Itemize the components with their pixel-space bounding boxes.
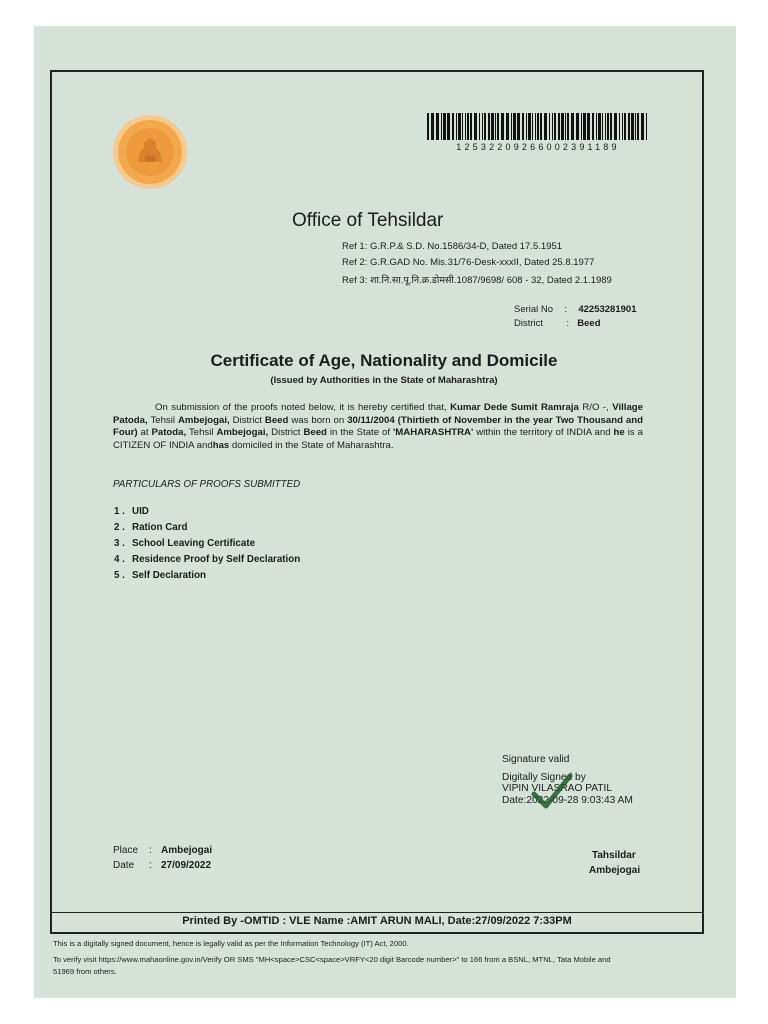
barcode-bar xyxy=(456,113,457,140)
proof-item: 4 . Residence Proof by Self Declaration xyxy=(114,554,301,565)
barcode-bar xyxy=(458,113,461,140)
barcode-bar xyxy=(567,113,569,140)
barcode-bar xyxy=(501,113,504,140)
barcode-bar xyxy=(628,113,630,140)
barcode-bar xyxy=(513,113,516,140)
barcode-bar xyxy=(452,113,454,140)
barcode-bar xyxy=(535,113,536,140)
barcode-bar xyxy=(561,113,564,140)
barcode-bar xyxy=(540,113,542,140)
barcode-bar xyxy=(491,113,494,140)
barcode-bar xyxy=(635,113,636,140)
barcode-bar xyxy=(447,113,450,140)
tahsildar-title: Tahsildar xyxy=(592,850,636,861)
barcode-bar xyxy=(619,113,620,140)
barcode-bar xyxy=(565,113,566,140)
barcode-bar xyxy=(602,113,603,140)
verify-note-cont: 51969 from others. xyxy=(53,967,117,976)
barcode-bar xyxy=(624,113,626,140)
office-title: Office of Tehsildar xyxy=(292,210,444,231)
barcode-bar xyxy=(462,113,463,140)
reference-2: Ref 2: G.R.GAD No. Mis.31/76-Desk-xxxII, Dated 25.8.1977 xyxy=(342,257,595,268)
applicant-name: Kumar Dede Sumit Ramraja xyxy=(450,402,579,413)
barcode-bar xyxy=(537,113,539,140)
serial-value: 42253281901 xyxy=(578,304,637,315)
proof-item: 5 . Self Declaration xyxy=(114,570,207,581)
barcode-bar xyxy=(631,113,634,140)
serial-label: Serial No xyxy=(514,304,554,315)
proof-item: 1 . UID xyxy=(114,506,149,517)
barcode-bar xyxy=(581,113,582,140)
barcode-bar xyxy=(605,113,606,140)
barcode-bar xyxy=(474,113,477,140)
verify-note: To verify visit https://www.mahaonline.gov.in/Verify OR SMS "MH<space>CSC<space>VRFY<20 digit Barcode number>" to 166 from a BSNL, MTNL, Tata Mobile and xyxy=(53,955,611,964)
barcode-bar xyxy=(532,113,533,140)
barcode-bar xyxy=(488,113,490,140)
barcode-bar xyxy=(436,113,439,140)
place-row: Place : Ambejogai xyxy=(113,845,213,856)
district-row: District : Beed xyxy=(514,318,601,329)
printed-by-line: Printed By -OMTID : VLE Name :AMIT ARUN MALI, Date:27/09/2022 7:33PM xyxy=(52,912,702,927)
barcode-bar xyxy=(526,113,527,140)
district-value: Beed xyxy=(577,318,601,329)
date-of-birth: 30/11/2004 (Thirtieth of November in the year Two Thousand and Four) xyxy=(113,414,643,439)
barcode-bar xyxy=(576,113,579,140)
barcode-bar xyxy=(610,113,612,140)
barcode-bar xyxy=(482,113,483,140)
barcode-bar xyxy=(506,113,509,140)
barcode-bar xyxy=(517,113,520,140)
date-row: Date : 27/09/2022 xyxy=(113,860,212,871)
barcode-bar xyxy=(470,113,472,140)
barcode-bar xyxy=(583,113,586,140)
signature-check-icon xyxy=(530,772,574,812)
place-value: Ambejogai xyxy=(161,845,213,856)
signer-name: VIPIN VILASRAO PATIL xyxy=(502,783,613,794)
district-label: District xyxy=(514,318,544,329)
barcode-bar xyxy=(467,113,469,140)
barcode-number: 12532209266002391189 xyxy=(456,142,620,152)
barcode-bar xyxy=(427,113,429,140)
barcode-bar xyxy=(479,113,480,140)
barcode-bar xyxy=(607,113,609,140)
barcode-bar xyxy=(571,113,574,140)
proofs-heading: PARTICULARS OF PROOFS SUBMITTED xyxy=(113,479,301,490)
barcode-bar xyxy=(484,113,486,140)
barcode-bar xyxy=(592,113,594,140)
barcode-bar xyxy=(431,113,434,140)
barcode-bar xyxy=(465,113,466,140)
barcode-bar xyxy=(544,113,547,140)
barcode-bar xyxy=(552,113,553,140)
certificate-title: Certificate of Age, Nationality and Domicile xyxy=(210,351,558,370)
proof-item: 2 . Ration Card xyxy=(114,522,188,533)
barcode-bar xyxy=(549,113,550,140)
barcode-bar xyxy=(596,113,597,140)
barcode-bar xyxy=(641,113,644,140)
barcode-bar xyxy=(614,113,617,140)
barcode-bar xyxy=(558,113,560,140)
barcode-bar xyxy=(443,113,446,140)
certification-paragraph: On submission of the proofs noted below, it is hereby certified that, Kumar Dede Sumit Ramraja R/O -, Village Patoda, Tehsil Ambejogai, District Beed was born on 30/11/2004 (Thirtieth of November in the year Two Thousand and Four) at Patoda, Tehsil Ambejogai, District Beed in the State of 'MAHARASHTRA' within the territory of INDIA and he is a CITIZEN OF INDIA andhas domiciled in the State of Maharashtra. xyxy=(113,402,643,451)
proof-item: 3 . School Leaving Certificate xyxy=(114,538,256,549)
barcode-bar xyxy=(528,113,531,140)
digital-signature-block: Signature valid Digitally Signed by VIPIN VILASRAO PATIL Date:2022-09-28 9:03:43 AM xyxy=(502,754,633,806)
government-seal-icon xyxy=(112,114,188,190)
signature-valid-text: Signature valid xyxy=(502,754,570,765)
barcode-bar xyxy=(522,113,524,140)
certificate-subtitle: (Issued by Authorities in the State of Maharashtra) xyxy=(270,375,498,386)
barcode-bar xyxy=(646,113,647,140)
barcode-bar xyxy=(587,113,590,140)
barcode-bar xyxy=(554,113,556,140)
signature-date: Date:2022-09-28 9:03:43 AM xyxy=(502,794,633,806)
date-value: 27/09/2022 xyxy=(161,860,212,871)
barcode-bar xyxy=(441,113,442,140)
barcode-bar xyxy=(637,113,639,140)
tahsildar-place: Ambejogai xyxy=(589,865,641,876)
serial-number-row: Serial No : 42253281901 xyxy=(514,304,637,315)
barcode-bar xyxy=(497,113,499,140)
barcode-bar xyxy=(598,113,601,140)
reference-3: Ref 3: शा.नि.सा.पू.नि.क्र.डोमसी.1087/9698/ 608 - 32, Dated 2.1.1989 xyxy=(342,275,612,286)
barcode-bar xyxy=(495,113,496,140)
barcode-icon xyxy=(427,113,647,140)
barcode-bar xyxy=(511,113,512,140)
reference-1: Ref 1: G.R.P.& S.D. No.1586/34-D, Dated 17.5.1951 xyxy=(342,241,563,252)
barcode-bar xyxy=(622,113,623,140)
legal-note: This is a digitally signed document, hence is legally valid as per the Information Technology (IT) Act, 2000. xyxy=(53,939,409,948)
